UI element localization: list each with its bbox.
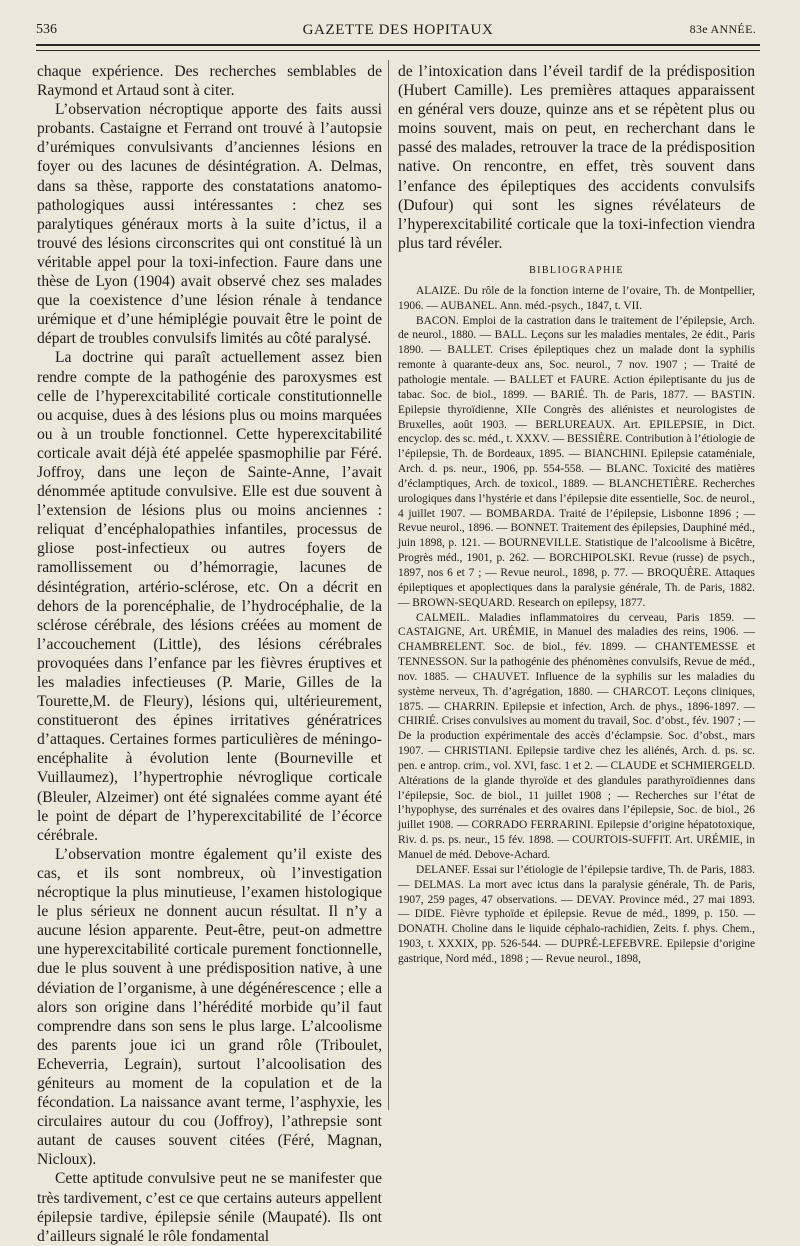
paragraph: La doctrine qui paraît actuellement assez bien rendre compte de la pathogénie des paroxysmes est celle de l’hyperexcitabilité corticale constitutionnelle ou acquise, dues à des lésions plus ou moins marquées ou à un trouble fonctionnel. Cette hyperexcitabilité corticale avait déjà été appelée spasmophilie par Féré. Joffroy, dans une leçon de Sainte-Anne, l’avait dénommée aptitude convulsive. Elle est due souvent à l’extension de lésions plus ou moins anciennes : reliquat d’encéphalopathies infantiles, processus de gliose post-infectieux ou autres foyers de ramollissement ou d’hémorragie, lacunes de désintégration, artério-sclérose, etc. On a décrit en dehors de la porencéphalie, de l’hydrocéphalie, de la sclérose cérébrale, des lésions créées au moment de l’accouchement (Little), des lésions cérébrales provoquées dans l’enfance par les fièvres éruptives et les maladies infectieuses (P. Marie, Gilles de la Tourette,M. de Fleury), lésions qui, ultérieurement, constitueront des épines irritatives génératrices d’attaques. Certaines formes particulières de méningo-encéphalite à évolution lente (Bourneville et Vuillaumez), l’hypertrophie névroglique corticale (Bleuler, Alzeimer) ont été signalées comme ayant été le point de départ de l’hyperexcitabilité de l’écorce cérébrale. — [37, 349, 382, 844]
paragraph: chaque expérience. Des recherches semblables de Raymond et Artaud sont à citer. — [37, 63, 382, 100]
header-rule-thick — [36, 44, 760, 46]
header-rule-thin — [36, 50, 760, 51]
running-header — [36, 22, 760, 44]
journal-title: GAZETTE DES HOPITAUX — [302, 22, 494, 38]
page-number: 536 — [36, 22, 57, 37]
right-column — [398, 62, 755, 967]
paragraph: Cette aptitude convulsive peut ne se manifester que très tardivement, c’est ce que certains auteurs appellent épilepsie tardive, épilepsie sénile (Maupaté). Ils ont d’ailleurs signalé le rôle fondamental — [37, 1170, 382, 1245]
paragraph: de l’intoxication dans l’éveil tardif de la prédisposition (Hubert Camille). Les premières attaques apparaissent en général vers douze, quinze ans et se répètent plus ou moins souvent, mais on peut, en recherchant dans le passé des malades, retrouver la trace de la prédisposition native. On rencontre, en effet, très souvent dans l’enfance des épileptiques des accidents convulsifs (Dufour) qui sont les signes révélateurs de l’hyperexcitabilité corticale que la toxi-infection viendra plus tard révéler. — [398, 63, 755, 252]
paragraph: L’observation nécroptique apporte des faits aussi probants. Castaigne et Ferrand ont trouvé à l’autopsie d’urémiques convulsivants d’anciennes lésions en foyer ou des lacunes de désintégration. A. Delmas, dans sa thèse, rapporte des constatations anatomo-pathologiques aussi intéressantes : chez ses paralytiques généraux morts à la suite d’ictus, il a trouvé des lésions circonscrites qui ont constitué là un véritable appel pour la toxi-infection. Faure dans une thèse de Lyon (1904) avait observé chez ses malades que la coexistence d’une lésion rénale à tendance urémique et d’une hémiplégie pouvait être le point de départ de troubles convulsifs limités au côté paralysé. — [37, 101, 382, 348]
bibliography-entry: BACON. Emploi de la castration dans le traitement de l’épilepsie, Arch. de neurol., 1880. — BALL. Leçons sur les maladies mentales, 2e édit., Paris 1890. — BALLET. Crises épileptiques chez un malade dont la syphilis remonte à quarante-deux ans, Soc. neurol., 7 nov. 1907 ; — Traité de pathologie mentale. — BALLET et FAURE. Action épileptisante du jus de tabac. Soc. de biol., 1899. — BARIÉ. Th. de Paris, 1877. — BASTIN. Epilepsie thyroïdienne, XIIe Congrès des aliénistes et neurologistes de Bruxelles, août 1903. — BERLUREAUX. Art. EPILEPSIE, in Dict. encyclop. des sc. méd., t. XXXV. — BESSIÈRE. Contribution à l’étiologie de l’épilepsie, Th. de Bordeaux, 1895. — BIANCHINI. Epilepsie cataméniale, Arch. d. ps. neur., 1906, pp. 554-558. — BLANC. Toxicité des matières d’éclamptiques, Arch. de toxicol., 1889. — BLANCHETIÈRE. Recherches urologiques dans l’hystérie et dans l’épilepsie dite essentielle, Soc. de neurol., 4 juillet 1907. — BOMBARDA. Traité de l’épilepsie, Lisbonne 1896 ; — Revue neurol., 1896. — BONNET. Traitement des épilepsies, Dauphiné méd., juin 1898, p. 121. — BOURNEVILLE. Statistique de l’alcoolisme à Bicêtre, Progrès méd., 1901, p. 262. — BORCHIPOLSKI. Revue (russe) de psych., 1897, nos 6 et 7 ; — Revue neurol., 1898, p. 77. — BROQUÈRE. Attaques épileptiques et apoplectiques dans la paralysie générale, Th. de Paris, 1882. — BROWN-SEQUARD. Research on epilepsy, 1877. — [398, 314, 755, 609]
bibliography-heading: BIBLIOGRAPHIE — [529, 264, 624, 276]
volume-year: 83e ANNÉE. — [689, 22, 756, 36]
left-column — [37, 62, 382, 1246]
bibliography-entry: ALAIZE. Du rôle de la fonction interne de l’ovaire, Th. de Montpellier, 1906. — AUBANEL. Ann. méd.-psych., 1847, t. VII. — [398, 284, 755, 312]
bibliography-entry: DELANEF. Essai sur l’étiologie de l’épilepsie tardive, Th. de Paris, 1883. — DELMAS. La mort avec ictus dans la paralysie générale, Th. de Paris, 1907, 259 pages, 47 observations. — DEVAY. Province méd., 27 mai 1893. — DIDE. Fièvre typhoïde et épilepsie. Revue de méd., 1899, p. 150. — DONATH. Choline dans le liquide céphalo-rachidien, Zeits. f. phys. Chem., 1903, t. XXXIX, pp. 526-544. — DUPRÉ-LEFEBVRE. Epilepsie d’origine gastrique, Nord méd., 1898 ; — Revue neurol., 1898, — [398, 863, 755, 965]
column-divider — [388, 60, 389, 1110]
bibliography-entry: CALMEIL. Maladies inflammatoires du cerveau, Paris 1859. — CASTAIGNE, Art. URÉMIE, in Manuel des maladies des reins, 1906. — CHAMBRELENT. Soc. de biol., fév. 1899. — CHANTEMESSE et TENNESSON. Sur la pathogénie des phénomènes convulsifs, Revue de méd., nov. 1885. — CHAUVET. Influence de la syphilis sur les maladies du système nerveux, Th. d’agrégation, 1880. — CHARCOT. Leçons cliniques, 1875. — CHARRIN. Epilepsie et infection, Arch. de phys., 1896-1897. — CHIRIÉ. Crises convulsives au moment du travail, Soc. d’obst., fév. 1907 ; — De la production expérimentale des accès d’éclampsie. Soc. d’obst., mars 1907. — CHRISTIANI. Epilepsie tardive chez les aliénés, Arch. d. ps. sc. pen. e antrop. crim., vol. XVI, fasc. 1 et 2. — CLAUDE et SCHMIERGELD. Altérations de la glande thyroïde et des glandules parathyroïdiennes dans l’épilepsie, Soc. de biol., 11 juillet 1908 ; — Recherches sur l’état de l’hypophyse, des surrénales et des ovaires dans l’épilepsie, Soc. de biol., 26 juillet 1908. — CORRADO FERRARINI. Epilepsie d’origine hépatotoxique, Riv. d. ps. ps. neur., 15 fév. 1898. — COURTOIS-SUFFIT. Art. URÉMIE, in Manuel de méd. Debove-Achard. — [398, 611, 755, 861]
paragraph: L’observation montre également qu’il existe des cas, et ils sont nombreux, où l’investigation nécroptique la plus minutieuse, l’examen histologique le plus sérieux ne donnent aucun résultat. Il n’y a aucune lésion apparente. Peut-être, peut-on admettre une hyperexcitabilité corticale purement fonctionnelle, due le plus souvent à une prédisposition native, à une déviation de l’organisme, à une dégénérescence ; elle a alors son origine dans l’hérédité morbide qu’il faut comprendre dans son sens le plus large. L’alcoolisme des parents joue ici un grand rôle (Triboulet, Echeverria, Legrain), surtout l’alcoolisation des géniteurs au moment de la copulation et de la fécondation. La naissance avant terme, l’asphyxie, les circulaires autour du cou (Joffroy), l’athrepsie sont autant de causes souvent citées (Féré, Magnan, Nicloux). — [37, 845, 382, 1169]
